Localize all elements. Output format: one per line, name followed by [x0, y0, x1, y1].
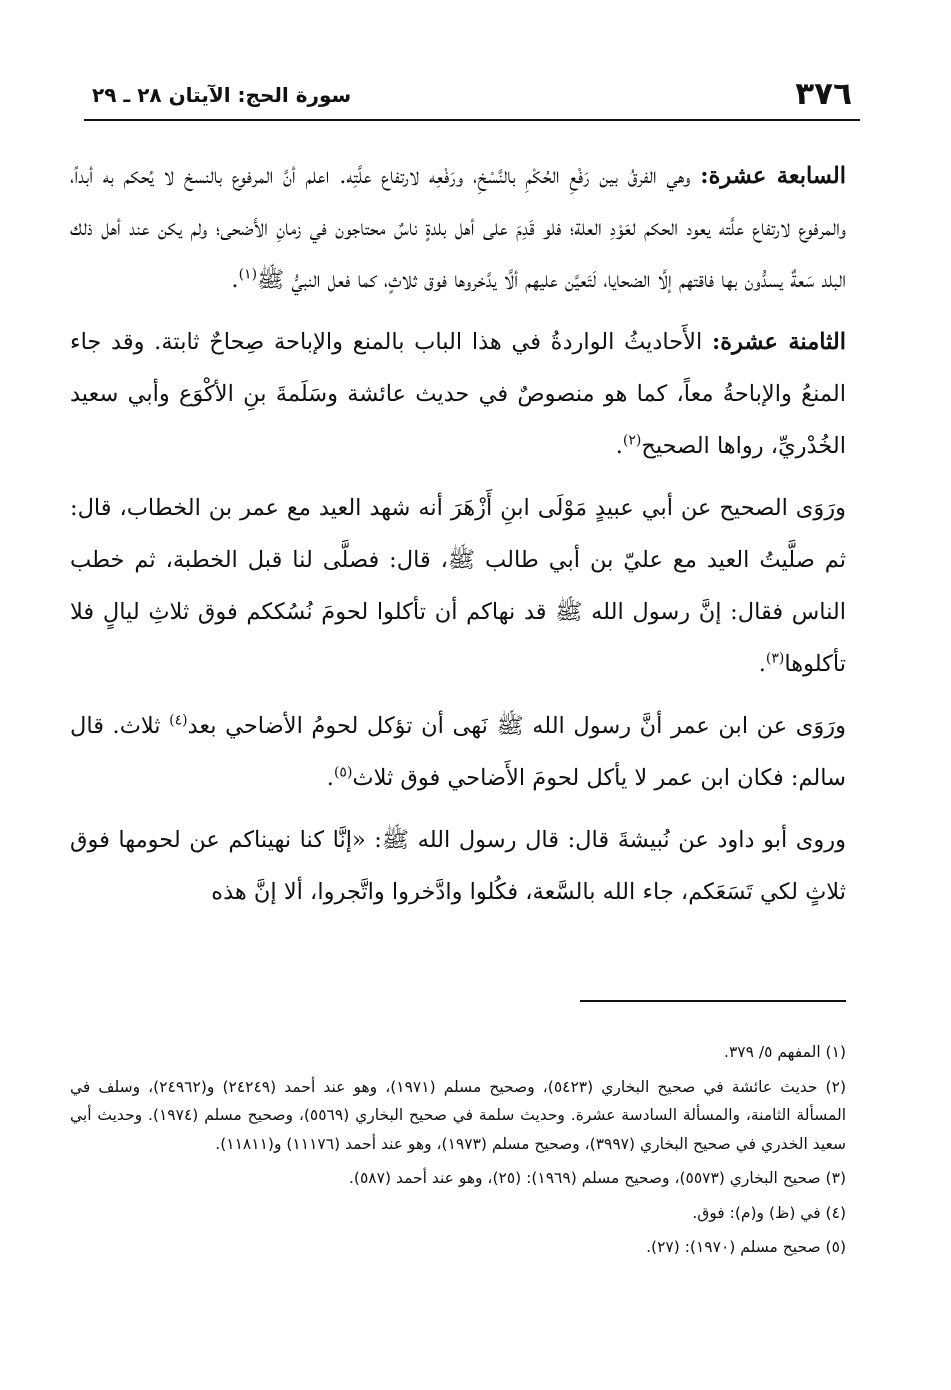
footnote-ref-5: (٥) [333, 764, 353, 781]
paragraph-18 [70, 316, 846, 472]
paragraph-lead: السابعة عشرة: [700, 163, 847, 189]
main-text [70, 150, 846, 928]
paragraph-lead: الثامنة عشرة: [711, 329, 847, 355]
footnote-5: (٥) صحيح مسلم (١٩٧٠): (٢٧). [646, 1238, 846, 1256]
footnote-2: (٢) حديث عائشة في صحيح البخاري (٥٤٢٣)، وصحيح مسلم (١٩٧١)، وهو عند أحمد (٢٤٢٤٩) و(٢٤٩٦٢)، وسلف في المسألة الثامنة، والمسألة السادسة عشرة. وحديث سلمة في صحيح البخاري (٥٥٦٩)، وصحيح مسلم (١٩٧٤). وحديث أبي سعيد الخدري في صحيح البخاري (٣٩٩٧)، وصحيح مسلم (١٩٧٣)، وهو عند أحمد (١١١٧٦) و(١١٨١١). [70, 1077, 847, 1153]
paragraph-tail: . [326, 765, 334, 791]
footnote-1: (١) المفهم ٥/ ٣٧٩. [724, 1043, 846, 1061]
paragraph-text: ورَوَى الصحيح عن أبي عبيدٍ مَوْلَى ابنِ أَزْهَرَ أنه شهد العيد مع عمر بن الخطاب، قال: ثم صلَّيتُ العيد مع عليّ بن أبي طالب ﷺ، قال: فصلَّى لنا قبل الخطبة، ثم خطب الناس فقال: إنَّ رسول الله ﷺ قد نهاكم أن تأكلوا لحومَ نُسُككم فوق ثلاثِ ليالٍ فلا تأكلوها [70, 495, 846, 677]
paragraph-17 [70, 150, 846, 306]
footnote-ref-3: (٣) [765, 650, 785, 667]
paragraph-text: الأَحاديثُ الواردةُ في هذا الباب بالمنع والإباحة صِحاحٌ ثابتة. وقد جاء المنعُ والإباحةُ معاً، كما هو منصوصٌ في حديث عائشة وسَلَمةَ بنِ الأكْوَع وأبي سعيد الخُدْريِّ، رواها الصحيح [70, 329, 846, 459]
footnote-ref-2: (٢) [622, 432, 642, 449]
footnote-4: (٤) في (ظ) و(م): فوق. [692, 1203, 846, 1222]
running-title: سورة الحج: الآيتان ٢٨ ـ ٢٩ [92, 83, 352, 107]
page-header [84, 74, 860, 120]
paragraph-text: وهي الفرقُ بين رَفْعِ الحُكْمِ بالنَّسْخِ، ورَفْعِه لارتفاع علَّتِه. اعلم أنَّ المرفوع بالنسخ لا يُحكم به أبداً، والمرفوع لارتفاع علَّته يعود الحكم لعَوْدِ العلة؛ فلو قَدِمَ على أهل بلدةٍ ناسٌ محتاجون في زمانِ الأَضحى؛ ولم يكن عند أهل ذلك البلد سَعةٌ يسدُّون بها فاقتهم إلَّا الضحايا، لَتَعيَّن عليهم ألَّا يدَّخروها فوق ثلاثٍ، كما فعل النبيُّ ﷺ [70, 163, 846, 293]
paragraph-abu-ubaid [70, 482, 846, 690]
paragraph-tail: . [758, 651, 766, 677]
paragraph-tail: . [615, 433, 623, 459]
paragraph-text: وروى أبو داود عن نُبيشةَ قال: قال رسول الله ﷺ: «إنَّا كنا نهيناكم عن لحومها فوق ثلاثٍ لكي تَسَعَكم، جاء الله بالسَّعة، فكُلوا وادَّخروا واتَّجروا، ألا إنَّ هذه [70, 827, 846, 905]
paragraph-tail: . [231, 267, 239, 293]
page-number: ٣٧٦ [795, 76, 852, 112]
footnote-divider [580, 1000, 846, 1002]
footnote-ref-1: (١) [238, 266, 258, 283]
footnote-ref-4: (٤) [169, 712, 188, 729]
paragraph-text: ورَوَى عن ابن عمر أنَّ رسول الله ﷺ نَهى أن تؤكل لحومُ الأضاحي بعد [187, 713, 846, 739]
header-divider [84, 119, 860, 121]
paragraph-tail: ثلاث. قال سالم: فكان ابن عمر لا يأكل لحومَ الأَضاحي فوق ثلاث [70, 713, 846, 791]
paragraph-ibn-umar [70, 700, 846, 804]
paragraph-abu-dawud [70, 814, 846, 918]
footnote-3: (٣) صحيح البخاري (٥٥٧٣)، وصحيح مسلم (١٩٦٩): (٢٥)، وهو عند أحمد (٥٨٧). [349, 1169, 846, 1187]
footnotes [70, 1038, 846, 1268]
